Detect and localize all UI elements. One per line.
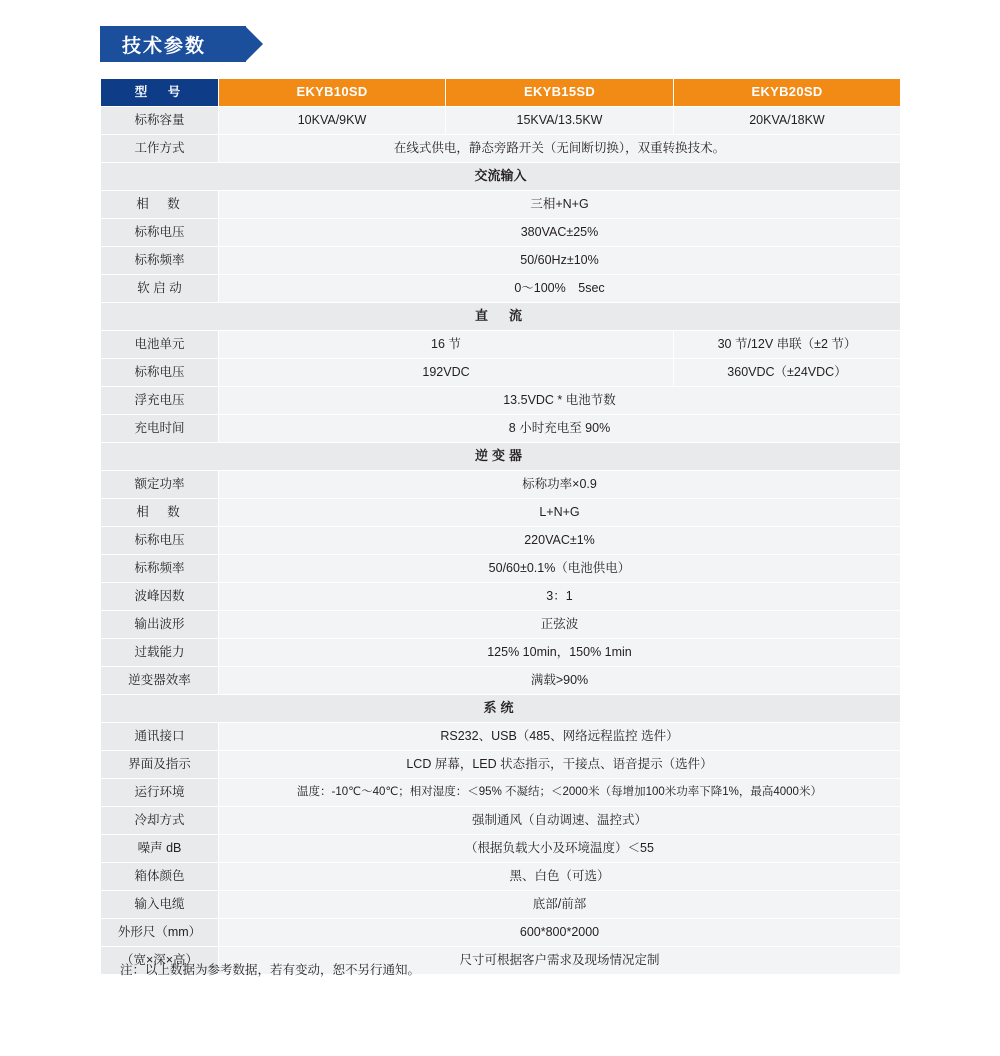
row-label-cell: 电池单元	[101, 331, 219, 359]
row-label-cell: 外形尺（mm）	[101, 919, 219, 947]
row-value-cell: 黑、白色（可选）	[219, 863, 901, 891]
table-header-row	[101, 79, 901, 107]
row-label-cell: 波峰因数	[101, 583, 219, 611]
row-value-cell: 底部/前部	[219, 891, 901, 919]
title-banner	[100, 26, 246, 62]
row-label-cell: 噪声 dB	[101, 835, 219, 863]
specifications-table	[100, 78, 901, 975]
row-value-cell: 15KVA/13.5KW	[446, 107, 674, 135]
row-value-cell: 强制通风（自动调速、温控式）	[219, 807, 901, 835]
table-row	[101, 219, 901, 247]
row-label-cell: 输出波形	[101, 611, 219, 639]
section-header-cell: 逆变器	[101, 443, 901, 471]
header-model-cell: EKYB10SD	[219, 79, 446, 107]
table-row	[101, 135, 901, 163]
table-row	[101, 695, 901, 723]
row-value-cell: 正弦波	[219, 611, 901, 639]
row-label-cell: 额定功率	[101, 471, 219, 499]
table-row	[101, 387, 901, 415]
header-model-cell: EKYB15SD	[446, 79, 674, 107]
table-row	[101, 107, 901, 135]
row-label-cell: 输入电缆	[101, 891, 219, 919]
table-row	[101, 331, 901, 359]
row-label-cell: 标称频率	[101, 247, 219, 275]
header-label-cell: 型 号	[101, 79, 219, 107]
row-value-cell: 125% 10min，150% 1min	[219, 639, 901, 667]
row-value-cell: 16 节	[219, 331, 674, 359]
table-row	[101, 303, 901, 331]
table-row	[101, 723, 901, 751]
table-row	[101, 359, 901, 387]
row-label-cell: 相 数	[101, 499, 219, 527]
row-label-cell: 标称容量	[101, 107, 219, 135]
row-value-cell: RS232、USB（485、网络远程监控 选件）	[219, 723, 901, 751]
row-value-cell: 50/60Hz±10%	[219, 247, 901, 275]
table-row	[101, 471, 901, 499]
row-label-cell: 标称电压	[101, 219, 219, 247]
row-label-cell: 工作方式	[101, 135, 219, 163]
row-label-cell: （宽×深×高）	[101, 947, 219, 975]
table-row	[101, 667, 901, 695]
table-row	[101, 835, 901, 863]
row-label-cell: 标称电压	[101, 359, 219, 387]
row-label-cell: 通讯接口	[101, 723, 219, 751]
page-title	[100, 24, 246, 64]
table-row	[101, 751, 901, 779]
row-label-cell: 逆变器效率	[101, 667, 219, 695]
row-value-cell: 20KVA/18KW	[674, 107, 901, 135]
row-value-cell: 360VDC（±24VDC）	[674, 359, 901, 387]
table-row	[101, 499, 901, 527]
row-value-cell: 600*800*2000	[219, 919, 901, 947]
row-value-cell: LCD 屏幕，LED 状态指示，干接点、语音提示（选件）	[219, 751, 901, 779]
table-row	[101, 583, 901, 611]
row-value-cell: 192VDC	[219, 359, 674, 387]
row-value-cell: 380VAC±25%	[219, 219, 901, 247]
table-row	[101, 415, 901, 443]
row-value-cell: 50/60±0.1%（电池供电）	[219, 555, 901, 583]
table-row	[101, 275, 901, 303]
table-row	[101, 247, 901, 275]
table-row	[101, 863, 901, 891]
section-header-cell: 系统	[101, 695, 901, 723]
table-row	[101, 779, 901, 807]
row-value-cell: 30 节/12V 串联（±2 节）	[674, 331, 901, 359]
row-label-cell: 运行环境	[101, 779, 219, 807]
row-label-cell: 冷却方式	[101, 807, 219, 835]
row-value-cell: 在线式供电，静态旁路开关（无间断切换），双重转换技术。	[219, 135, 901, 163]
row-label-cell: 标称电压	[101, 527, 219, 555]
row-value-cell: 10KVA/9KW	[219, 107, 446, 135]
row-label-cell: 界面及指示	[101, 751, 219, 779]
row-value-cell: L+N+G	[219, 499, 901, 527]
row-value-cell: 220VAC±1%	[219, 527, 901, 555]
row-value-cell: 三相+N+G	[219, 191, 901, 219]
row-label-cell: 箱体颜色	[101, 863, 219, 891]
section-header-cell: 直 流	[101, 303, 901, 331]
table-row	[101, 527, 901, 555]
row-value-cell: 0～100% 5sec	[219, 275, 901, 303]
table-row	[101, 191, 901, 219]
table-row	[101, 807, 901, 835]
header-model-cell: EKYB20SD	[674, 79, 901, 107]
row-label-cell: 软 启 动	[101, 275, 219, 303]
table-row	[101, 555, 901, 583]
table-row	[101, 639, 901, 667]
footer-note: 注：以上数据为参考数据，若有变动，恕不另行通知。	[120, 963, 421, 977]
table-row	[101, 443, 901, 471]
table-row	[101, 891, 901, 919]
row-label-cell: 标称频率	[101, 555, 219, 583]
row-label-cell: 相 数	[101, 191, 219, 219]
title-text: 技术参数	[122, 35, 207, 57]
row-value-cell: 尺寸可根据客户需求及现场情况定制	[219, 947, 901, 975]
row-value-cell: 13.5VDC * 电池节数	[219, 387, 901, 415]
table-row	[101, 611, 901, 639]
row-label-cell: 浮充电压	[101, 387, 219, 415]
row-value-cell: 满载>90%	[219, 667, 901, 695]
table-row	[101, 919, 901, 947]
row-value-cell: 温度：-10℃～40℃；相对湿度：＜95% 不凝结；＜2000米（每增加100米功率下降1%，最高4000米）	[219, 779, 901, 807]
row-value-cell: 3：1	[219, 583, 901, 611]
row-label-cell: 充电时间	[101, 415, 219, 443]
row-value-cell: 标称功率×0.9	[219, 471, 901, 499]
section-header-cell: 交流输入	[101, 163, 901, 191]
row-label-cell: 过载能力	[101, 639, 219, 667]
row-value-cell: 8 小时充电至 90%	[219, 415, 901, 443]
table-row	[101, 163, 901, 191]
row-value-cell: （根据负载大小及环境温度）＜55	[219, 835, 901, 863]
